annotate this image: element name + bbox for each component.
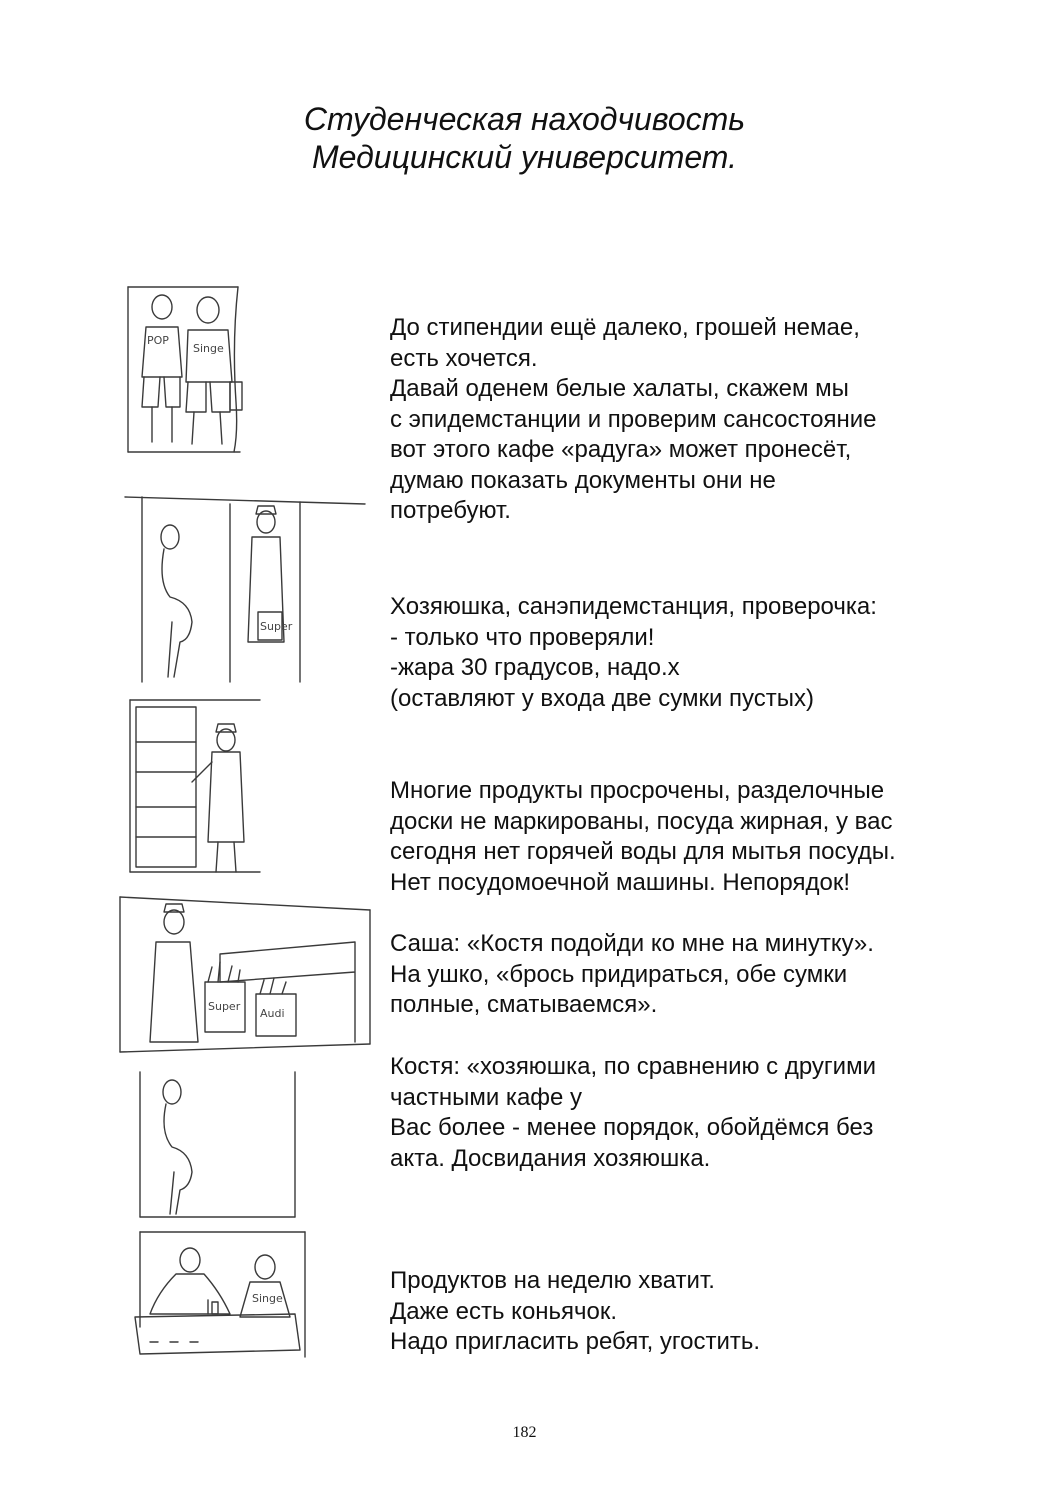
paragraph-6-line: Надо пригласить ребят, угостить. [390,1328,761,1355]
paragraph-6-line: Продуктов на неделю хватит. [390,1267,715,1294]
paragraph-2-line: (оставляют у входа две сумки пустых) [390,684,814,712]
shirt-singe-label: Singe [193,342,224,355]
shirt-pop-label: POP [147,334,169,347]
paragraph-5-line: Костя: «хозяюшка, по сравнению с другими [390,1053,876,1080]
paragraph-2-line: - только что проверяли! [390,623,655,651]
panel-5-hostess [140,1072,295,1217]
paragraph-1-line: вот этого кафе «радуга» может пронесёт, [390,436,852,463]
bag-super-label: Super [260,620,293,633]
title-line-2: Медицинский университет. [312,139,737,175]
paragraph-3 [390,776,896,898]
paragraph-2 [390,592,877,714]
paragraph-4-line: На ушко, «брось придираться, обе сумки [390,960,848,988]
paragraph-1-line: До стипендии ещё далеко, грошей немае, [390,314,860,341]
paragraph-5-line: Вас более - менее порядок, обойдёмся без [390,1114,874,1141]
bag-audi-label: Audi [260,1007,285,1020]
bag-super-label-2: Super [208,1000,241,1013]
paragraph-6 [390,1266,760,1358]
paragraph-3-line: Многие продукты просрочены, разделочные [390,777,885,804]
paragraph-1-line: потребуют. [390,497,511,524]
paragraph-3-line: Нет посудомоечной машины. Непорядок! [390,868,850,896]
shirt-singe-label-2: Singe [252,1292,283,1305]
page-number: 182 [512,1424,537,1441]
panel-1-students [128,287,242,452]
paragraph-1-line: с эпидемстанции и проверим сансостояние [390,405,877,433]
panel-4-full-bags [120,897,370,1052]
paragraph-6-line: Даже есть коньячок. [390,1297,618,1325]
paragraph-5-line: акта. Досвидания хозяюшка. [390,1144,711,1172]
paragraph-4-line: Саша: «Костя подойди ко мне на минутку». [390,930,874,957]
panel-2-hostess [125,497,365,682]
paragraph-4 [390,929,874,1021]
paragraph-1-line: есть хочется. [390,344,538,372]
paragraph-3-line: сегодня нет горячей воды для мытья посуды. [390,838,896,865]
paragraph-5-line: частными кафе у [390,1083,583,1111]
title-line-1: Студенческая находчивость [303,101,746,137]
paragraph-4-line: полные, сматываемся». [390,991,658,1018]
comic-sketch-drawing [80,282,380,1377]
panel-6-feast [135,1232,305,1357]
panel-3-fridge [130,700,260,872]
comic-sketch-column [80,282,380,1377]
paragraph-5 [390,1052,876,1174]
paragraph-1-line: думаю показать документы они не [390,466,776,494]
paragraph-1 [390,313,877,527]
paragraph-1-line: Давай оденем белые халаты, скажем мы [390,375,849,402]
page-title [0,100,1049,176]
paragraph-2-line: -жара 30 градусов, надо.х [390,654,680,681]
paragraph-2-line: Хозяюшка, санэпидемстанция, проверочка: [390,593,877,620]
paragraph-3-line: доски не маркированы, посуда жирная, у вас [390,807,893,835]
